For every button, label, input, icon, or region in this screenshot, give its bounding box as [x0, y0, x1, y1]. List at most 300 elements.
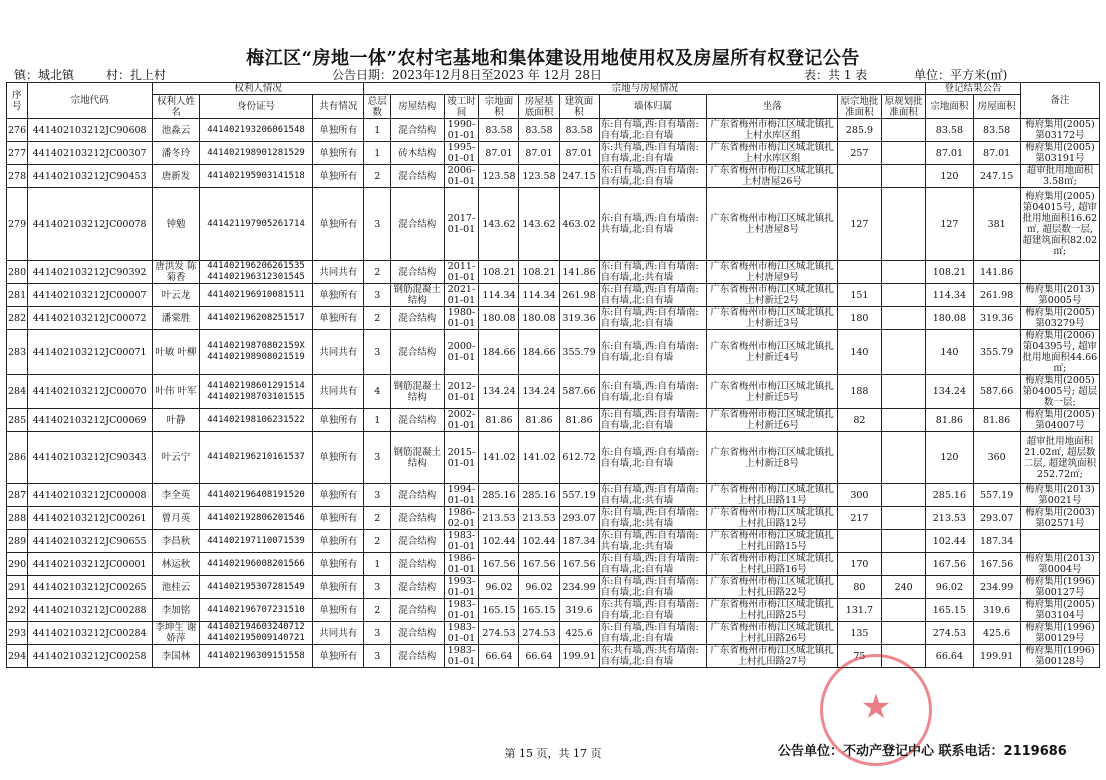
- cell-orig: 140: [837, 330, 881, 375]
- table-row: [7, 307, 1100, 330]
- table-row: [7, 119, 1100, 142]
- cell-name: 李加铭: [152, 599, 199, 622]
- cell-share: 共同共有: [313, 330, 364, 375]
- cell-year: 2011-01-01: [444, 261, 479, 284]
- cell-share: 单独所有: [313, 165, 364, 188]
- cell-id: 441402194603240712 441402195009140721: [200, 622, 313, 645]
- cell-reg-house: 319.6: [973, 599, 1020, 622]
- cell-share: 单独所有: [313, 142, 364, 165]
- cell-plan: [881, 432, 925, 484]
- cell-orig: 180: [837, 307, 881, 330]
- cell-remark: 梅府集用(2005)第04007号: [1020, 409, 1099, 432]
- cell-remark: [1020, 261, 1099, 284]
- cell-code: 441402103212JC90453: [27, 165, 152, 188]
- cell-base: 143.62: [519, 188, 559, 261]
- cell-seq: 293: [7, 622, 28, 645]
- cell-code: 441402103212JC00078: [27, 188, 152, 261]
- header-land-area: 宗地面积: [479, 95, 519, 119]
- cell-code: 441402103212JC00001: [27, 553, 152, 576]
- cell-id: 441402197110071539: [200, 530, 313, 553]
- cell-seq: 280: [7, 261, 28, 284]
- cell-wall: 东:自有墙,西:自有墙南:自有墙,北:共有墙: [599, 261, 707, 284]
- cell-floors: 1: [364, 142, 391, 165]
- header-reg-house: 房屋面积: [973, 95, 1020, 119]
- cell-land: 108.21: [479, 261, 519, 284]
- cell-orig: 188: [837, 375, 881, 409]
- cell-seq: 294: [7, 645, 28, 668]
- header-remark: 备注: [1020, 83, 1099, 119]
- cell-reg-house: 234.99: [973, 576, 1020, 599]
- cell-code: 441402103212JC00265: [27, 576, 152, 599]
- cell-build: 293.07: [559, 507, 599, 530]
- cell-name: 唐洪发 陈菊香: [152, 261, 199, 284]
- cell-land: 165.15: [479, 599, 519, 622]
- cell-base: 274.53: [519, 622, 559, 645]
- cell-orig: 75: [837, 645, 881, 668]
- header-land-group: 宗地与房屋情况: [364, 83, 926, 95]
- cell-build: 141.86: [559, 261, 599, 284]
- cell-plan: [881, 599, 925, 622]
- cell-structure: 混合结构: [391, 307, 444, 330]
- cell-structure: 混合结构: [391, 645, 444, 668]
- cell-structure: 混合结构: [391, 119, 444, 142]
- cell-reg-house: 293.07: [973, 507, 1020, 530]
- cell-land: 87.01: [479, 142, 519, 165]
- cell-build: 167.56: [559, 553, 599, 576]
- cell-land: 213.53: [479, 507, 519, 530]
- cell-build: 187.34: [559, 530, 599, 553]
- header-share: 共有情况: [313, 95, 364, 119]
- cell-orig: 257: [837, 142, 881, 165]
- cell-base: 123.58: [519, 165, 559, 188]
- cell-wall: 东:自有墙,西:自有墙南:自有墙,北:自有墙: [599, 330, 707, 375]
- cell-build: 247.15: [559, 165, 599, 188]
- header-plan-approved: 原规划批准面积: [881, 95, 925, 119]
- cell-wall: 东:自有墙,西:自有墙南:共有墙,北:自有墙: [599, 188, 707, 261]
- cell-loc: 广东省梅州市梅江区城北镇扎上村唐屋26号: [707, 165, 837, 188]
- cell-structure: 钢筋混凝土结构: [391, 432, 444, 484]
- cell-floors: 3: [364, 284, 391, 307]
- cell-code: 441402103212JC00007: [27, 284, 152, 307]
- table-row: [7, 261, 1100, 284]
- cell-orig: 80: [837, 576, 881, 599]
- cell-floors: 2: [364, 307, 391, 330]
- cell-remark: 梅府集用(2003)第02571号: [1020, 507, 1099, 530]
- cell-orig: 127: [837, 188, 881, 261]
- cell-id: 441402195903141518: [200, 165, 313, 188]
- cell-plan: [881, 375, 925, 409]
- cell-reg-land: 120: [926, 432, 973, 484]
- cell-build: 234.99: [559, 576, 599, 599]
- cell-id: 441402196206261535 441402196312301545: [200, 261, 313, 284]
- cell-reg-house: 247.15: [973, 165, 1020, 188]
- cell-name: 李坤生 谢娇萍: [152, 622, 199, 645]
- cell-build: 199.91: [559, 645, 599, 668]
- header-seq: 序号: [7, 83, 28, 119]
- table-row: [7, 375, 1100, 409]
- cell-reg-house: 141.86: [973, 261, 1020, 284]
- table-row: [7, 484, 1100, 507]
- cell-structure: 混合结构: [391, 409, 444, 432]
- cell-plan: [881, 484, 925, 507]
- cell-seq: 292: [7, 599, 28, 622]
- cell-structure: 钢筋混凝土结构: [391, 284, 444, 307]
- cell-remark: 梅府集用(1996)第00128号: [1020, 645, 1099, 668]
- town-label: 镇：城北镇: [14, 68, 75, 82]
- cell-plan: [881, 622, 925, 645]
- cell-base: 167.56: [519, 553, 559, 576]
- cell-code: 441402103212JC00307: [27, 142, 152, 165]
- meta-bar: [14, 66, 1094, 82]
- seal-star-icon: ★: [860, 687, 892, 727]
- cell-code: 441402103212JC00069: [27, 409, 152, 432]
- table-row: [7, 576, 1100, 599]
- cell-loc: 广东省梅州市梅江区城北镇扎上村新迁4号: [707, 330, 837, 375]
- cell-share: 共同共有: [313, 375, 364, 409]
- cell-wall: 东:自有墙,西:自有墙南:自有墙,北:自有墙: [599, 119, 707, 142]
- cell-base: 83.58: [519, 119, 559, 142]
- cell-seq: 286: [7, 432, 28, 484]
- cell-floors: 2: [364, 165, 391, 188]
- cell-loc: 广东省梅州市梅江区城北镇扎上村水库区组: [707, 119, 837, 142]
- cell-id: 44140219870802159X 441402198908021519: [200, 330, 313, 375]
- cell-remark: 梅府集用(2005)第03172号: [1020, 119, 1099, 142]
- cell-wall: 东:自有墙,西:自有墙南:自有墙,北:共有墙: [599, 507, 707, 530]
- table-body: [7, 119, 1100, 668]
- cell-year: 1986-01-01: [444, 553, 479, 576]
- cell-seq: 283: [7, 330, 28, 375]
- cell-wall: 东:共有墙,西:共有墙南:自有墙,北:自有墙: [599, 645, 707, 668]
- cell-seq: 276: [7, 119, 28, 142]
- cell-structure: 钢筋混凝土结构: [391, 375, 444, 409]
- cell-orig: 300: [837, 484, 881, 507]
- cell-base: 108.21: [519, 261, 559, 284]
- cell-structure: 混合结构: [391, 576, 444, 599]
- cell-year: 1986-02-01: [444, 507, 479, 530]
- cell-structure: 砖木结构: [391, 142, 444, 165]
- cell-name: 林运秋: [152, 553, 199, 576]
- cell-build: 319.6: [559, 599, 599, 622]
- cell-floors: 3: [364, 330, 391, 375]
- cell-wall: 东:自有墙,西:自有墙南:自有墙,北:自有墙: [599, 409, 707, 432]
- page-title: 梅江区“房地一体”农村宅基地和集体建设用地使用权及房屋所有权登记公告: [246, 48, 860, 69]
- table-row: [7, 330, 1100, 375]
- cell-base: 213.53: [519, 507, 559, 530]
- cell-code: 441402103212JC90608: [27, 119, 152, 142]
- header-rights-name: 权利人姓名: [152, 95, 199, 119]
- cell-year: 1993-01-01: [444, 576, 479, 599]
- cell-floors: 2: [364, 261, 391, 284]
- cell-remark: 超审批用地面积21.02㎡, 超层数二层, 超建筑面积252.72㎡;: [1020, 432, 1099, 484]
- cell-reg-house: 187.34: [973, 530, 1020, 553]
- cell-reg-house: 87.01: [973, 142, 1020, 165]
- cell-structure: 混合结构: [391, 165, 444, 188]
- cell-orig: 151: [837, 284, 881, 307]
- cell-base: 96.02: [519, 576, 559, 599]
- cell-name: 叶云龙: [152, 284, 199, 307]
- header-reg-group: 登记结果公告: [926, 83, 1020, 95]
- cell-reg-land: 180.08: [926, 307, 973, 330]
- page-number: 第 15 页，共 17 页: [504, 747, 602, 760]
- cell-name: 池桂云: [152, 576, 199, 599]
- issuer-contact: 公告单位：不动产登记中心 联系电话：2119686: [778, 744, 1067, 759]
- cell-loc: 广东省梅州市梅江区城北镇扎上村新迁3号: [707, 307, 837, 330]
- cell-base: 66.64: [519, 645, 559, 668]
- cell-loc: 广东省梅州市梅江区城北镇扎上村扎田路26号: [707, 622, 837, 645]
- cell-reg-land: 167.56: [926, 553, 973, 576]
- cell-plan: [881, 284, 925, 307]
- cell-seq: 281: [7, 284, 28, 307]
- cell-year: 1983-01-01: [444, 599, 479, 622]
- cell-name: 钟勉: [152, 188, 199, 261]
- cell-structure: 混合结构: [391, 507, 444, 530]
- cell-build: 425.6: [559, 622, 599, 645]
- cell-land: 134.24: [479, 375, 519, 409]
- cell-id: 441402196910081511: [200, 284, 313, 307]
- cell-orig: [837, 530, 881, 553]
- cell-base: 184.66: [519, 330, 559, 375]
- cell-wall: 东:自有墙,西:自有墙南:共有墙,北:共有墙: [599, 530, 707, 553]
- cell-remark: 梅府集用(2005)第03191号: [1020, 142, 1099, 165]
- cell-seq: 278: [7, 165, 28, 188]
- cell-land: 114.34: [479, 284, 519, 307]
- cell-reg-land: 285.16: [926, 484, 973, 507]
- cell-year: 1983-01-01: [444, 622, 479, 645]
- registry-table: [6, 82, 1100, 668]
- unit-label: 单位：平方米(㎡): [914, 68, 1008, 82]
- cell-id: 441402196208251517: [200, 307, 313, 330]
- cell-reg-house: 355.79: [973, 330, 1020, 375]
- cell-reg-house: 319.36: [973, 307, 1020, 330]
- cell-reg-house: 360: [973, 432, 1020, 484]
- cell-remark: 梅府集用(2006)第04395号, 超审批用地面积44.66㎡;: [1020, 330, 1099, 375]
- cell-id: 441402196008201566: [200, 553, 313, 576]
- cell-share: 单独所有: [313, 409, 364, 432]
- cell-year: 2006-01-01: [444, 165, 479, 188]
- sheets-label: 表：共 1 表: [804, 68, 868, 82]
- cell-code: 441402103212JC00071: [27, 330, 152, 375]
- cell-structure: 混合结构: [391, 553, 444, 576]
- cell-share: 单独所有: [313, 119, 364, 142]
- cell-reg-house: 587.66: [973, 375, 1020, 409]
- cell-remark: 梅府集用(1996)第00129号: [1020, 622, 1099, 645]
- cell-reg-land: 102.44: [926, 530, 973, 553]
- cell-land: 143.62: [479, 188, 519, 261]
- cell-reg-land: 114.34: [926, 284, 973, 307]
- cell-wall: 东:自有墙,西:自有墙南:自有墙,北:自有墙: [599, 307, 707, 330]
- table-row: [7, 409, 1100, 432]
- cell-reg-land: 81.86: [926, 409, 973, 432]
- cell-loc: 广东省梅州市梅江区城北镇扎上村扎田路16号: [707, 553, 837, 576]
- cell-land: 141.02: [479, 432, 519, 484]
- cell-plan: [881, 330, 925, 375]
- cell-remark: 梅府集用(2005)第04015号, 超审批用地面积16.62㎡, 超层数一层, 超建筑面积82.02㎡;: [1020, 188, 1099, 261]
- cell-loc: 广东省梅州市梅江区城北镇扎上村扎田路15号: [707, 530, 837, 553]
- cell-land: 66.64: [479, 645, 519, 668]
- cell-build: 87.01: [559, 142, 599, 165]
- cell-reg-land: 87.01: [926, 142, 973, 165]
- cell-land: 102.44: [479, 530, 519, 553]
- date-label: 公告日期：2023年12月8日至2023 年 12月 28日: [332, 68, 602, 82]
- table-row: [7, 142, 1100, 165]
- cell-year: 2021-01-01: [444, 284, 479, 307]
- cell-name: 叶敏 叶柳: [152, 330, 199, 375]
- cell-structure: 混合结构: [391, 484, 444, 507]
- cell-seq: 291: [7, 576, 28, 599]
- cell-id: 441402193206061548: [200, 119, 313, 142]
- table-row: [7, 432, 1100, 484]
- cell-land: 184.66: [479, 330, 519, 375]
- table-row: [7, 507, 1100, 530]
- cell-base: 87.01: [519, 142, 559, 165]
- cell-loc: 广东省梅州市梅江区城北镇扎上村水库区组: [707, 142, 837, 165]
- cell-remark: 梅府集用(2005)第04005号; 超层数一层;: [1020, 375, 1099, 409]
- cell-land: 285.16: [479, 484, 519, 507]
- cell-share: 单独所有: [313, 507, 364, 530]
- cell-name: 李全英: [152, 484, 199, 507]
- cell-loc: 广东省梅州市梅江区城北镇扎上村新迁6号: [707, 409, 837, 432]
- cell-orig: [837, 432, 881, 484]
- cell-floors: 1: [364, 409, 391, 432]
- cell-loc: 广东省梅州市梅江区城北镇扎上村扎田路27号: [707, 645, 837, 668]
- cell-structure: 混合结构: [391, 330, 444, 375]
- header-orig-approved: 原宗地批准面积: [837, 95, 881, 119]
- cell-id: 441402196210161537: [200, 432, 313, 484]
- cell-plan: [881, 507, 925, 530]
- cell-reg-land: 108.21: [926, 261, 973, 284]
- cell-year: 1983-01-01: [444, 530, 479, 553]
- cell-share: 共同共有: [313, 622, 364, 645]
- cell-build: 355.79: [559, 330, 599, 375]
- cell-loc: 广东省梅州市梅江区城北镇扎上村唐屋9号: [707, 261, 837, 284]
- cell-orig: 217: [837, 507, 881, 530]
- header-parcel-code: 宗地代码: [27, 83, 152, 119]
- cell-share: 单独所有: [313, 576, 364, 599]
- header-reg-land: 宗地面积: [926, 95, 973, 119]
- header-floors: 总层数: [364, 95, 391, 119]
- cell-wall: 东:共有墙,西:自有墙南:自有墙,北:自有墙: [599, 599, 707, 622]
- cell-land: 180.08: [479, 307, 519, 330]
- cell-reg-land: 127: [926, 188, 973, 261]
- cell-name: 潘棠胜: [152, 307, 199, 330]
- cell-seq: 284: [7, 375, 28, 409]
- cell-code: 441402103212JC00261: [27, 507, 152, 530]
- cell-loc: 广东省梅州市梅江区城北镇扎上村新迁8号: [707, 432, 837, 484]
- cell-plan: [881, 165, 925, 188]
- header-rights-group: 权利人情况: [152, 83, 364, 95]
- cell-share: 单独所有: [313, 645, 364, 668]
- cell-code: 441402103212JC00070: [27, 375, 152, 409]
- cell-floors: 3: [364, 432, 391, 484]
- cell-id: 441421197905261714: [200, 188, 313, 261]
- cell-floors: 3: [364, 576, 391, 599]
- cell-base: 165.15: [519, 599, 559, 622]
- cell-seq: 282: [7, 307, 28, 330]
- cell-orig: 285.9: [837, 119, 881, 142]
- table-row: [7, 530, 1100, 553]
- cell-code: 441402103212JC90392: [27, 261, 152, 284]
- header-id-no: 身份证号: [200, 95, 313, 119]
- cell-base: 141.02: [519, 432, 559, 484]
- cell-share: 单独所有: [313, 284, 364, 307]
- cell-plan: [881, 530, 925, 553]
- cell-build: 463.02: [559, 188, 599, 261]
- cell-floors: 2: [364, 507, 391, 530]
- cell-share: 单独所有: [313, 484, 364, 507]
- cell-id: 441402198601291514 441402198703101515: [200, 375, 313, 409]
- cell-loc: 广东省梅州市梅江区城北镇扎上村唐屋8号: [707, 188, 837, 261]
- cell-remark: 梅府集用(2005)第03279号: [1020, 307, 1099, 330]
- cell-orig: 131.7: [837, 599, 881, 622]
- cell-year: 1995-01-01: [444, 142, 479, 165]
- cell-loc: 广东省梅州市梅江区城北镇扎上村扎田路25号: [707, 599, 837, 622]
- header-base-area: 房屋基底面积: [519, 95, 559, 119]
- cell-year: 1990-01-01: [444, 119, 479, 142]
- cell-remark: 超审批用地面积3.58㎡;: [1020, 165, 1099, 188]
- cell-build: 557.19: [559, 484, 599, 507]
- cell-base: 285.16: [519, 484, 559, 507]
- table-row: [7, 188, 1100, 261]
- cell-base: 180.08: [519, 307, 559, 330]
- cell-plan: [881, 307, 925, 330]
- cell-share: 单独所有: [313, 188, 364, 261]
- cell-share: 单独所有: [313, 432, 364, 484]
- cell-reg-house: 425.6: [973, 622, 1020, 645]
- cell-base: 102.44: [519, 530, 559, 553]
- cell-reg-land: 120: [926, 165, 973, 188]
- cell-seq: 287: [7, 484, 28, 507]
- cell-name: 唐新发: [152, 165, 199, 188]
- cell-orig: [837, 165, 881, 188]
- cell-plan: [881, 142, 925, 165]
- cell-wall: 东:自有墙,西:自有墙南:自有墙,北:共有墙: [599, 484, 707, 507]
- cell-reg-land: 66.64: [926, 645, 973, 668]
- cell-plan: [881, 119, 925, 142]
- cell-year: 2015-01-01: [444, 432, 479, 484]
- cell-code: 441402103212JC00288: [27, 599, 152, 622]
- cell-orig: 82: [837, 409, 881, 432]
- cell-code: 441402103212JC00258: [27, 645, 152, 668]
- cell-seq: 277: [7, 142, 28, 165]
- cell-loc: 广东省梅州市梅江区城北镇扎上村新迁5号: [707, 375, 837, 409]
- cell-year: 1983-01-01: [444, 645, 479, 668]
- cell-seq: 289: [7, 530, 28, 553]
- cell-plan: [881, 188, 925, 261]
- table-row: [7, 284, 1100, 307]
- cell-name: 叶云宁: [152, 432, 199, 484]
- cell-code: 441402103212JC00072: [27, 307, 152, 330]
- cell-structure: 混合结构: [391, 530, 444, 553]
- cell-orig: 170: [837, 553, 881, 576]
- cell-loc: 广东省梅州市梅江区城北镇扎上村扎田路22号: [707, 576, 837, 599]
- cell-orig: [837, 261, 881, 284]
- cell-remark: 梅府集用(2013)第0021号: [1020, 484, 1099, 507]
- cell-reg-house: 557.19: [973, 484, 1020, 507]
- cell-floors: 1: [364, 119, 391, 142]
- cell-plan: [881, 261, 925, 284]
- cell-year: 1994-01-01: [444, 484, 479, 507]
- cell-seq: 285: [7, 409, 28, 432]
- cell-id: 441402195307281549: [200, 576, 313, 599]
- cell-remark: 梅府集用(2005)第03104号: [1020, 599, 1099, 622]
- table-row: [7, 599, 1100, 622]
- cell-reg-house: 381: [973, 188, 1020, 261]
- cell-base: 81.86: [519, 409, 559, 432]
- cell-remark: 梅府集用(2013)第0005号: [1020, 284, 1099, 307]
- cell-wall: 东:自有墙,西:自有墙南:自有墙,北:自有墙: [599, 375, 707, 409]
- cell-reg-house: 261.98: [973, 284, 1020, 307]
- cell-build: 587.66: [559, 375, 599, 409]
